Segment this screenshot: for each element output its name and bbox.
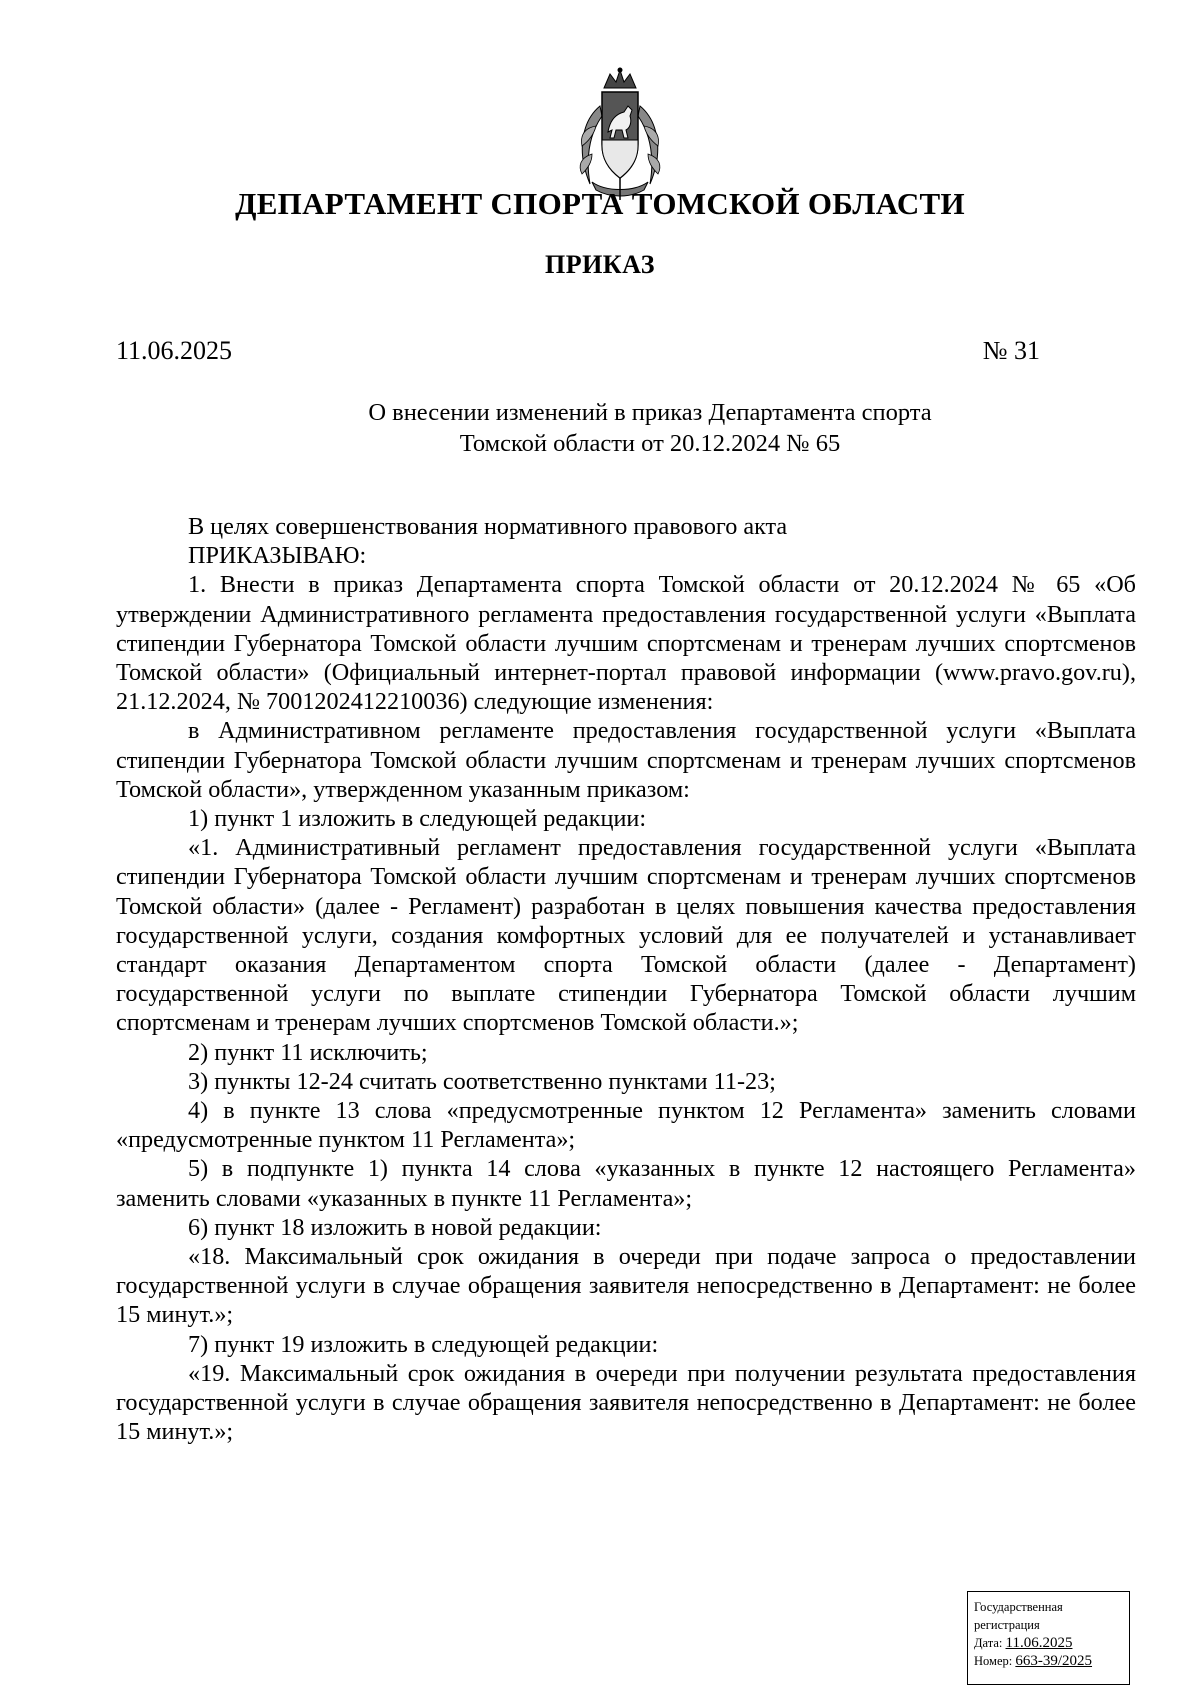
paragraph: 5) в подпункте 1) пункта 14 слова «указанных в пункте 12 настоящего Регламента» заменить словами «указанных в пункте 11 Регламента»; bbox=[116, 1155, 1136, 1212]
paragraph: 7) пункт 19 изложить в следующей редакции: bbox=[188, 1330, 659, 1358]
stamp-date-value: 11.06.2025 bbox=[1005, 1635, 1073, 1651]
document-subject bbox=[320, 397, 980, 459]
organization-title: ДЕПАРТАМЕНТ СПОРТА ТОМСКОЙ ОБЛАСТИ bbox=[235, 186, 965, 221]
paragraph: в Административном регламенте предоставления государственной услуги «Выплата стипендии Губернатора Томской области лучшим спортсменам и тренерам лучших спортсменов Томской области», утвержденном указанным приказом: bbox=[116, 717, 1136, 803]
stamp-title: Государственная регистрация bbox=[974, 1600, 1063, 1632]
stamp-date-label: Дата: bbox=[974, 1636, 1003, 1650]
stamp-number-value: 663-39/2025 bbox=[1015, 1653, 1093, 1669]
document-number: № 31 bbox=[982, 336, 1040, 365]
registration-stamp bbox=[967, 1591, 1130, 1685]
paragraph: «18. Максимальный срок ожидания в очереди при подаче запроса о предоставлении государственной услуги в случае обращения заявителя непосредственно в Департамент: не более 15 минут.»; bbox=[116, 1243, 1136, 1329]
document-body bbox=[116, 512, 1136, 1447]
paragraph: 1) пункт 1 изложить в следующей редакции: bbox=[188, 805, 647, 833]
subject-line: О внесении изменений в приказ Департамента спорта bbox=[368, 399, 932, 426]
document-date: 11.06.2025 bbox=[116, 336, 233, 365]
paragraph: «19. Максимальный срок ожидания в очереди при получении результата предоставления государственной услуги в случае обращения заявителя непосредственно в Департамент: не более 15 минут.»; bbox=[116, 1359, 1136, 1446]
subject-line: Томской области от 20.12.2024 № 65 bbox=[459, 430, 841, 457]
paragraph: 3) пункты 12-24 считать соответственно пунктами 11-23; bbox=[188, 1067, 776, 1095]
stamp-number-label: Номер: bbox=[974, 1654, 1013, 1668]
stamp-number-row bbox=[974, 1652, 1129, 1670]
stamp-date-row bbox=[974, 1634, 1129, 1652]
paragraph: «1. Административный регламент предоставления государственной услуги «Выплата стипендии Губернатора Томской области лучшим спортсменам и тренерам лучших спортсменов Томской области» (далее - Регламент) разработан в целях повышения качества предоставления государственной услуги, создания комфортных условий для ее получателей и устанавливает стандарт оказания Департаментом спорта Томской области (далее - Департамент) государственной услуги по выплате стипендии Губернатора Томской области лучшим спортсменам и тренерам лучших спортсменов Томской области.»; bbox=[116, 834, 1136, 1037]
paragraph: ПРИКАЗЫВАЮ: bbox=[188, 542, 367, 570]
paragraph: 1. Внести в приказ Департамента спорта Томской области от 20.12.2024 № 65 «Об утверждении Административного регламента предоставления государственной услуги «Выплата стипендии Губернатора Томской области лучшим спортсменам и тренерам лучших спортсменов Томской области» (Официальный интернет-портал правовой информации (www.pravo.gov.ru), 21.12.2024, № 7001202412210036) следующие изменения: bbox=[116, 571, 1136, 716]
paragraph: 6) пункт 18 изложить в новой редакции: bbox=[188, 1213, 602, 1241]
paragraph: В целях совершенствования нормативного правового акта bbox=[188, 513, 788, 540]
coat-of-arms-icon bbox=[560, 66, 680, 206]
document-type: ПРИКАЗ bbox=[544, 250, 656, 279]
paragraph: 4) в пункте 13 слова «предусмотренные пунктом 12 Регламента» заменить словами «предусмотренные пунктом 11 Регламента»; bbox=[116, 1097, 1136, 1154]
paragraph: 2) пункт 11 исключить; bbox=[188, 1038, 428, 1066]
